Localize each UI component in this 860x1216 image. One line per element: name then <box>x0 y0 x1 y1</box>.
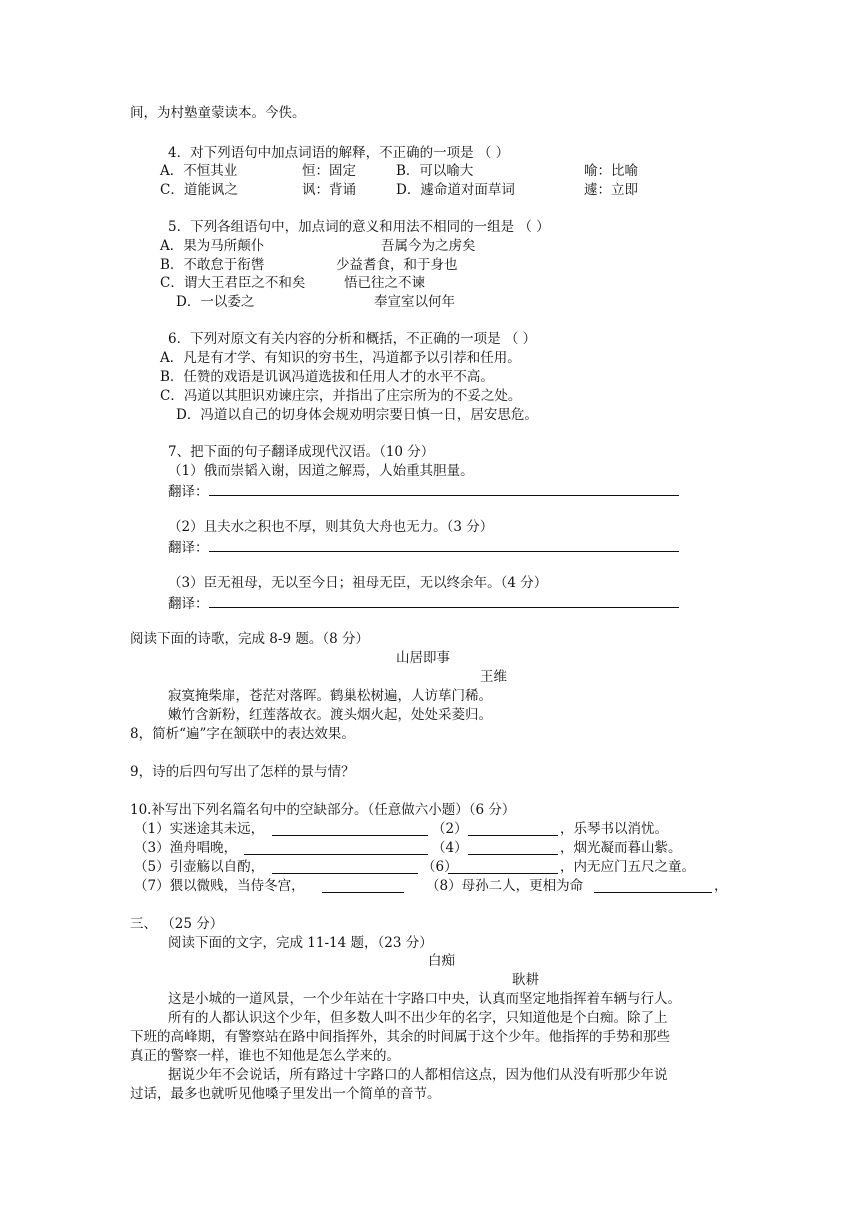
story-paragraph-3-line-2: 过话，最多也就听见他嗓子里发出一个简单的音节。 <box>130 1086 441 1102</box>
q10-item-2-text: ，乐琴书以消忧。 <box>560 821 668 837</box>
q5-option-c-left: C．谓大王君臣之不和矣 <box>160 275 306 291</box>
answer-line[interactable] <box>209 537 679 552</box>
intro-tail: 间，为村塾童蒙读本。今佚。 <box>130 105 306 121</box>
answer-line[interactable] <box>209 593 679 608</box>
q9-stem: 9，诗的后四句写出了怎样的景与情？ <box>130 764 355 780</box>
q10-blank-1[interactable] <box>272 821 428 836</box>
q6-stem: 6．下列对原文有关内容的分析和概括，不正确的一项是 （ ） <box>168 331 537 347</box>
q10-item-1: （1）实迷途其未远， <box>134 821 265 837</box>
q4-option-b: B．可以喻大 <box>396 163 474 179</box>
poem-author: 王维 <box>480 669 507 685</box>
q4-option-a-gloss: 恒：固定 <box>302 163 356 179</box>
q4-stem: 4．对下列语句中加点词语的解释，不正确的一项是 （ ） <box>168 145 510 161</box>
q5-option-c-right: 悟已往之不谏 <box>344 275 425 291</box>
q5-stem: 5．下列各组语句中，加点词的意义和用法不相同的一组是 （ ） <box>168 219 550 235</box>
q10-blank-3[interactable] <box>244 840 428 855</box>
story-title: 白痴 <box>428 953 455 969</box>
poem-title: 山居即事 <box>396 650 450 666</box>
q10-item-8-end: ， <box>714 878 728 894</box>
q10-item-3: （3）渔舟唱晚， <box>134 840 238 856</box>
q7-answer-2[interactable] <box>168 537 679 557</box>
q4-option-c-gloss: 讽：背诵 <box>302 182 356 198</box>
poem-line-2: 嫩竹含新粉，红莲落故衣。渡头烟火起，处处采菱归。 <box>168 707 492 723</box>
q8-stem: 8，简析“遍”字在颔联中的表达效果。 <box>130 726 355 742</box>
q5-option-b-right: 少益耆食，和于身也 <box>336 257 458 273</box>
section-3-heading: 三、 （25 分） <box>130 916 224 932</box>
q7-sentence-1: （1）俄而崇韬入谢，因道之解焉，人始重其胆量。 <box>168 463 474 479</box>
q7-answer-3[interactable] <box>168 593 679 613</box>
q7-stem: 7、把下面的句子翻译成现代汉语。（10 分） <box>168 444 435 460</box>
story-paragraph-1: 这是小城的一道风景，一个少年站在十字路口中央，认真而坚定地指挥着车辆与行人。 <box>168 991 681 1007</box>
q5-option-a-left: A．果为马所颠仆 <box>160 238 265 254</box>
story-paragraph-2-line-1: 所有的人都认识这个少年，但多数人叫不出少年的名字，只知道他是个白痴。除了上 <box>168 1010 668 1026</box>
q4-option-d: D．遽命道对面草词 <box>396 182 515 198</box>
q10-stem: 10.补写出下列名篇名句中的空缺部分。（任意做六小题）（6 分） <box>130 802 516 818</box>
q10-blank-5[interactable] <box>272 859 418 874</box>
q10-blank-6[interactable] <box>448 859 558 874</box>
q10-item-4: （4） <box>432 840 468 856</box>
q10-item-7: （7）猥以微贱，当侍冬宫， <box>134 878 305 894</box>
poem-line-1: 寂寞掩柴扉，苍茫对落晖。鹤巢松树遍，人访荜门稀。 <box>168 688 492 704</box>
q10-item-8: （8）母孙二人，更相为命 <box>426 878 584 894</box>
q4-option-a: A．不恒其业 <box>160 163 238 179</box>
q10-item-6: （6） <box>422 859 458 875</box>
q10-blank-2[interactable] <box>468 821 558 836</box>
q10-item-4-text: ，烟光凝而暮山紫。 <box>560 840 682 856</box>
q10-item-2: （2） <box>432 821 468 837</box>
q6-option-a: A．凡是有才学、有知识的穷书生，冯道都予以引荐和任用。 <box>160 350 521 366</box>
q5-option-d-right: 奉宣室以何年 <box>374 294 455 310</box>
q10-blank-8[interactable] <box>594 878 712 893</box>
answer-label: 翻译： <box>168 540 209 556</box>
answer-label: 翻译： <box>168 596 209 612</box>
q10-blank-7[interactable] <box>322 878 404 893</box>
poem-instruction: 阅读下面的诗歌，完成 8-9 题。（8 分） <box>130 631 369 647</box>
q5-option-b-left: B．不敢怠于衔辔 <box>160 257 265 273</box>
q7-answer-1[interactable] <box>168 481 679 501</box>
q6-option-b: B．任赞的戏语是讥讽冯道选拔和任用人才的水平不高。 <box>160 369 494 385</box>
answer-label: 翻译： <box>168 484 209 500</box>
q7-sentence-3: （3）臣无祖母，无以至今日；祖母无臣，无以终余年。（4 分） <box>168 575 548 591</box>
q4-option-b-gloss: 喻：比喻 <box>584 163 638 179</box>
q5-option-d-left: D．一以委之 <box>176 294 255 310</box>
story-paragraph-2-line-2: 下班的高峰期，有警察站在路中间指挥外，其余的时间属于这个少年。他指挥的手势和那些 <box>130 1029 670 1045</box>
answer-line[interactable] <box>209 481 679 496</box>
q10-item-5: （5）引壶觞以自酌， <box>134 859 265 875</box>
story-author: 耿耕 <box>512 972 539 988</box>
story-paragraph-3-line-1: 据说少年不会说话，所有路过十字路口的人都相信这点，因为他们从没有听那少年说 <box>168 1067 668 1083</box>
story-paragraph-2-line-3: 真正的警察一样，谁也不知他是怎么学来的。 <box>130 1048 400 1064</box>
q4-option-c: C．道能讽之 <box>160 182 238 198</box>
q4-option-d-gloss: 遽：立即 <box>584 182 638 198</box>
q10-item-6-text: ，内无应门五尺之童。 <box>560 859 695 875</box>
q5-option-a-right: 吾属今为之虏矣 <box>381 238 476 254</box>
q6-option-c: C．冯道以其胆识劝谏庄宗，并指出了庄宗所为的不妥之处。 <box>160 388 522 404</box>
q6-option-d: D．冯道以自己的切身体会规劝明宗要日慎一日，居安思危。 <box>176 407 538 423</box>
q7-sentence-2: （2）且夫水之积也不厚，则其负大舟也无力。（3 分） <box>168 519 494 535</box>
q10-blank-4[interactable] <box>468 840 558 855</box>
section-3-instruction: 阅读下面的文字，完成 11-14 题，（23 分） <box>168 935 433 951</box>
